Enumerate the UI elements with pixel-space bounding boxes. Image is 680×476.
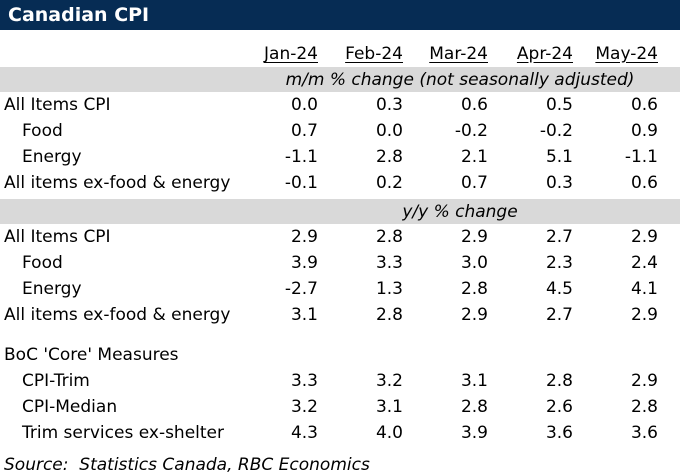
value-cell: 2.9 [630,227,658,247]
row-label: All Items CPI [4,95,111,115]
value-cell: -1.1 [284,147,318,167]
group-header-row [0,342,680,368]
table-row [0,92,680,118]
value-cell: 0.6 [460,95,488,115]
value-cell: 4.1 [630,279,658,299]
value-cell: 2.9 [290,227,318,247]
group-header-label: BoC 'Core' Measures [4,345,179,365]
value-cell: 2.8 [460,397,488,417]
section-band [0,67,680,92]
value-cell: 4.3 [290,423,318,443]
cpi-table-body [0,67,680,446]
value-cell: 4.5 [545,279,573,299]
value-cell: 2.9 [460,305,488,325]
source-note: Source: Statistics Canada, RBC Economics [4,455,370,475]
value-cell: 3.1 [290,305,318,325]
value-cell: 2.1 [460,147,488,167]
value-cell: 3.6 [545,423,573,443]
value-cell: 2.9 [460,227,488,247]
value-cell: 3.3 [375,253,403,273]
value-cell: 1.3 [375,279,403,299]
table-row [0,394,680,420]
row-label: Food [22,253,63,273]
table-row [0,118,680,144]
section-band [0,199,680,224]
value-cell: 3.2 [290,397,318,417]
value-cell: 2.8 [545,371,573,391]
row-label: Food [22,121,63,141]
section-band-label: m/m % change (not seasonally adjusted) [285,69,635,90]
row-label: All items ex-food & energy [4,305,231,325]
page-title: Canadian CPI [8,4,150,26]
value-cell: 2.7 [545,227,573,247]
column-header-cell [233,44,318,64]
column-header-label: Feb-24 [345,44,403,64]
value-cell: 3.1 [375,397,403,417]
value-cell: 2.8 [460,279,488,299]
value-cell: 2.7 [545,305,573,325]
column-header-cell [573,44,658,64]
row-label: CPI-Median [22,397,118,417]
value-cell: 0.6 [630,95,658,115]
value-cell: 3.9 [460,423,488,443]
value-cell: 2.8 [375,147,403,167]
column-header-cell [488,44,573,64]
value-cell: 0.0 [290,95,318,115]
value-cell: 0.6 [630,173,658,193]
value-cell: -0.2 [454,121,488,141]
value-cell: 3.3 [290,371,318,391]
value-cell: 3.1 [460,371,488,391]
value-cell: -0.1 [284,173,318,193]
row-label: CPI-Trim [22,371,90,391]
section-gap [0,328,680,342]
value-cell: 0.2 [375,173,403,193]
cpi-table [0,42,680,446]
table-row [0,170,680,196]
value-cell: 2.4 [630,253,658,273]
value-cell: 0.5 [545,95,573,115]
value-cell: 3.6 [630,423,658,443]
value-cell: 2.8 [375,305,403,325]
value-cell: 4.0 [375,423,403,443]
value-cell: 2.3 [545,253,573,273]
value-cell: -2.7 [284,279,318,299]
section-band-label: y/y % change [402,201,518,222]
value-cell: 3.0 [460,253,488,273]
column-header-label: Mar-24 [429,44,488,64]
value-cell: 2.9 [630,371,658,391]
table-row [0,250,680,276]
table-row [0,420,680,446]
value-cell: 2.9 [630,305,658,325]
value-cell: 0.9 [630,121,658,141]
table-row [0,368,680,394]
column-header-label: Apr-24 [516,44,573,64]
value-cell: -1.1 [624,147,658,167]
column-header-cell [318,44,403,64]
table-row [0,224,680,250]
column-header-row [0,42,680,64]
table-row [0,302,680,328]
row-label: All Items CPI [4,227,111,247]
value-cell: 0.7 [290,121,318,141]
value-cell: 3.2 [375,371,403,391]
value-cell: 0.7 [460,173,488,193]
value-cell: 0.3 [375,95,403,115]
column-header-label: May-24 [595,44,658,64]
value-cell: 5.1 [545,147,573,167]
row-label: All items ex-food & energy [4,173,231,193]
value-cell: 2.8 [630,397,658,417]
table-row [0,276,680,302]
row-label: Energy [22,147,82,167]
value-cell: 2.6 [545,397,573,417]
title-bar [0,0,680,30]
value-cell: 3.9 [290,253,318,273]
row-label: Trim services ex-shelter [22,423,224,443]
row-label: Energy [22,279,82,299]
column-header-cell [403,44,488,64]
column-header-label: Jan-24 [264,44,318,64]
value-cell: 2.8 [375,227,403,247]
value-cell: 0.3 [545,173,573,193]
value-cell: -0.2 [539,121,573,141]
table-row [0,144,680,170]
value-cell: 0.0 [375,121,403,141]
